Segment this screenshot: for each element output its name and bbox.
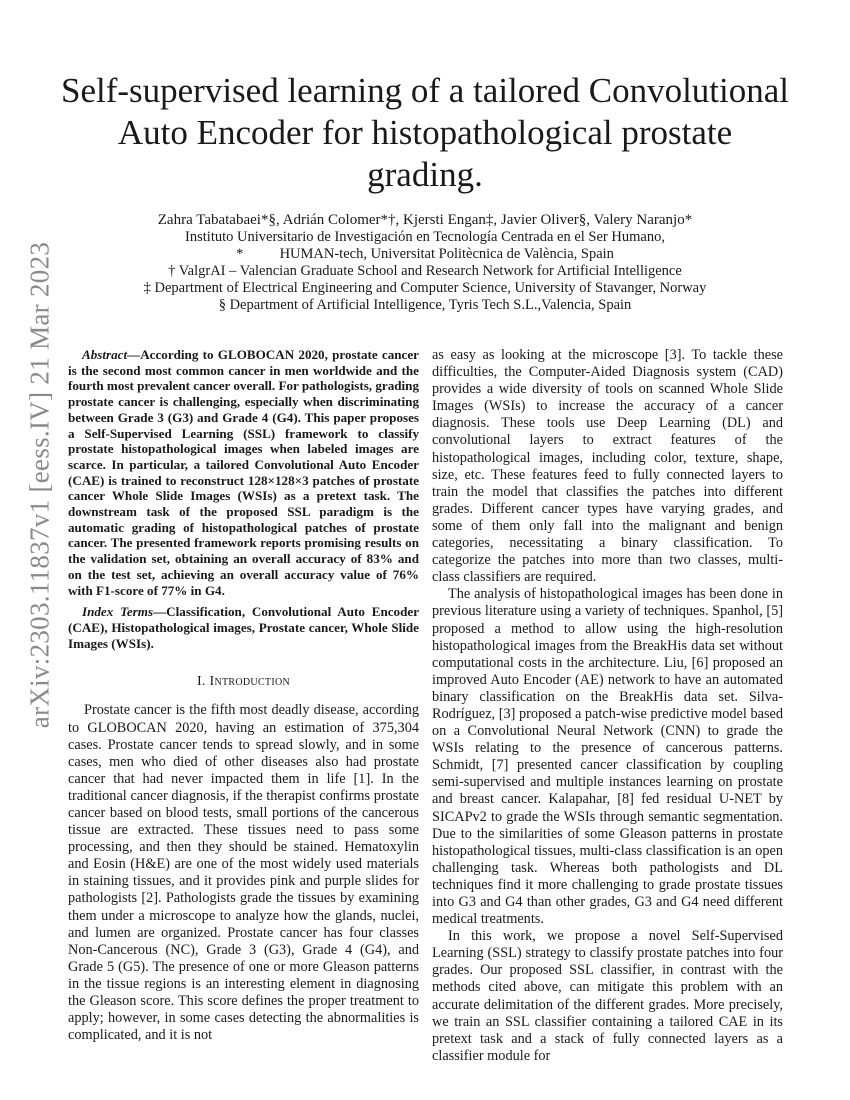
index-terms-text: —Classification, Convolutional Auto Encoder (CAE), Histopathological images, Prostate cancer, Whole Slide Images (WSIs).: [68, 604, 420, 651]
affiliation-line: ‡ Department of Electrical Engineering and Computer Science, University of Stavanger, Norway: [143, 280, 707, 296]
arxiv-identifier: arXiv:2303.11837v1 [eess.IV] 21 Mar 2023: [24, 241, 55, 729]
body-paragraph: as easy as looking at the microscope [3]. To tackle these difficulties, the Computer-Aided Diagnosis system (CAD) provides a wide diversity of tools on scanned Whole Slide Images (WSIs) to increase the accuracy of a cancer diagnosis. These tools use Deep Learning (DL) and convolutional layers to extract features of the histopathological images, including color, texture, shape, size, etc. These features feed to fully connected layers to train the model that classifies the patches into different grades. Different cancer types have varying grades, and some of them only fall into the malignant and benign categories, necessitating a binary classification. To categorize the patches into more than two classes, multi-class classifiers are required.: [432, 347, 783, 586]
index-terms-label: Index Terms: [82, 604, 154, 620]
affiliation-line: § Department of Artificial Intelligence, Tyris Tech S.L.,Valencia, Spain: [218, 297, 632, 313]
introduction-paragraph: Prostate cancer is the fifth most deadly disease, according to GLOBOCAN 2020, having an estimation of 375,304 cases. Prostate cancer tends to spread slowly, and in some cases, men who died of other diseases also had prostate cancer that had never impacted them in life [1]. In the traditional cancer diagnosis, if the therapist confirms prostate cancer based on blood tests, small portions of the cancerous tissue are extracted. These tissues need to pass some processing, and then they should be stained. Hematoxylin and Eosin (H&E) are one of the most widely used materials in staining tissues, and it provides pink and purple slides for pathologists [2]. Pathologists grade the tissues by examining them under a microscope to analyze how the glands, nuclei, and lumen are organized. Prostate cancer has four classes Non-Cancerous (NC), Grade 3 (G3), Grade 4 (G4), and Grade 5 (G5). The presence of one or more Gleason patterns in the tissue regions is an interesting element in diagnosing the Gleason score. This score defines the proper treatment to apply; however, in some cases detecting the abnormalities is complicated, and it is not: [68, 702, 419, 1044]
left-column: [68, 347, 419, 1044]
paper-title: Self-supervised learning of a tailored Convolutional Auto Encoder for histopathological prostate grading.: [60, 71, 789, 194]
body-paragraph: In this work, we propose a novel Self-Supervised Learning (SSL) strategy to classify prostate patches into four grades. Our proposed SSL classifier, in contrast with the methods cited above, can mitigate this problem with an accurate delimitation of the different grades. More precisely, we train an SSL classifier containing a tailored CAE in its pretext task and a stack of fully connected layers as a classifier module for: [432, 928, 783, 1064]
right-column: [432, 347, 783, 1065]
body-paragraph: The analysis of histopathological images has been done in previous literature using a variety of techniques. Spanhol, [5] proposed a method to allow using the high-resolution histopathological images from the BreakHis data set without computational costs in the architecture. Liu, [6] proposed an improved Auto Encoder (AE) network to have an automated binary classification on the BreakHis data set. Silva-Rodríguez, [3] proposed a patch-wise predictive model based on a Convolutional Neural Network (CNN) to grade the WSIs relating to the presence of cancerous patterns. Schmidt, [7] presented cancer classification by coupling semi-supervised and multiple instances learning on prostate and breast cancer. Kalapahar, [8] fed residual U-NET by SICAPv2 to grade the WSIs through semantic segmentation. Due to the similarities of some Gleason patterns in prostate histopathological tissues, multi-class classification is an open challenging task. Whereas both pathologists and DL techniques find it more challenging to grade prostate tissues into G3 and G4 than other grades, G3 and G4 need different medical treatments.: [432, 586, 783, 928]
affiliation-line: Instituto Universitario de Investigación en Tecnología Centrada en el Ser Humano,: [185, 229, 665, 245]
author-names: Zahra Tabatabaei*§, Adrián Colomer*†, Kjersti Engan‡, Javier Oliver§, Valery Naranjo*: [157, 212, 693, 228]
affiliation-line: * HUMAN-tech, Universitat Politècnica de València, Spain: [236, 246, 614, 262]
section-heading-introduction: I. Introduction: [196, 674, 291, 690]
abstract-text: According to GLOBOCAN 2020, prostate cancer is the second most common cancer in men worldwide and the fourth most prevalent cancer overall. For pathologists, grading prostate cancer is challenging, especially when discriminating between Grade 3 (G3) and Grade 4 (G4). This paper proposes a Self-Supervised Learning (SSL) framework to classify prostate histopathological images when labeled images are scarce. In particular, a tailored Convolutional Auto Encoder (CAE) is trained to reconstruct 128×128×3 patches of prostate cancer Whole Slide Images (WSIs) as a pretext task. The downstream task of the proposed SSL paradigm is the automatic grading of histopathological patches of prostate cancer. The presented framework reports promising results on the validation set, obtaining an overall accuracy of 83% and on the test set, achieving an overall accuracy value of 76% with F1-score of 77% in G4.: [68, 347, 419, 598]
affiliation-line: † ValgrAI – Valencian Graduate School and Research Network for Artificial Intelligence: [168, 263, 682, 279]
index-terms: [68, 604, 419, 651]
abstract-label: Abstract—: [82, 347, 141, 362]
author-block: [60, 212, 790, 314]
abstract: [68, 347, 419, 598]
